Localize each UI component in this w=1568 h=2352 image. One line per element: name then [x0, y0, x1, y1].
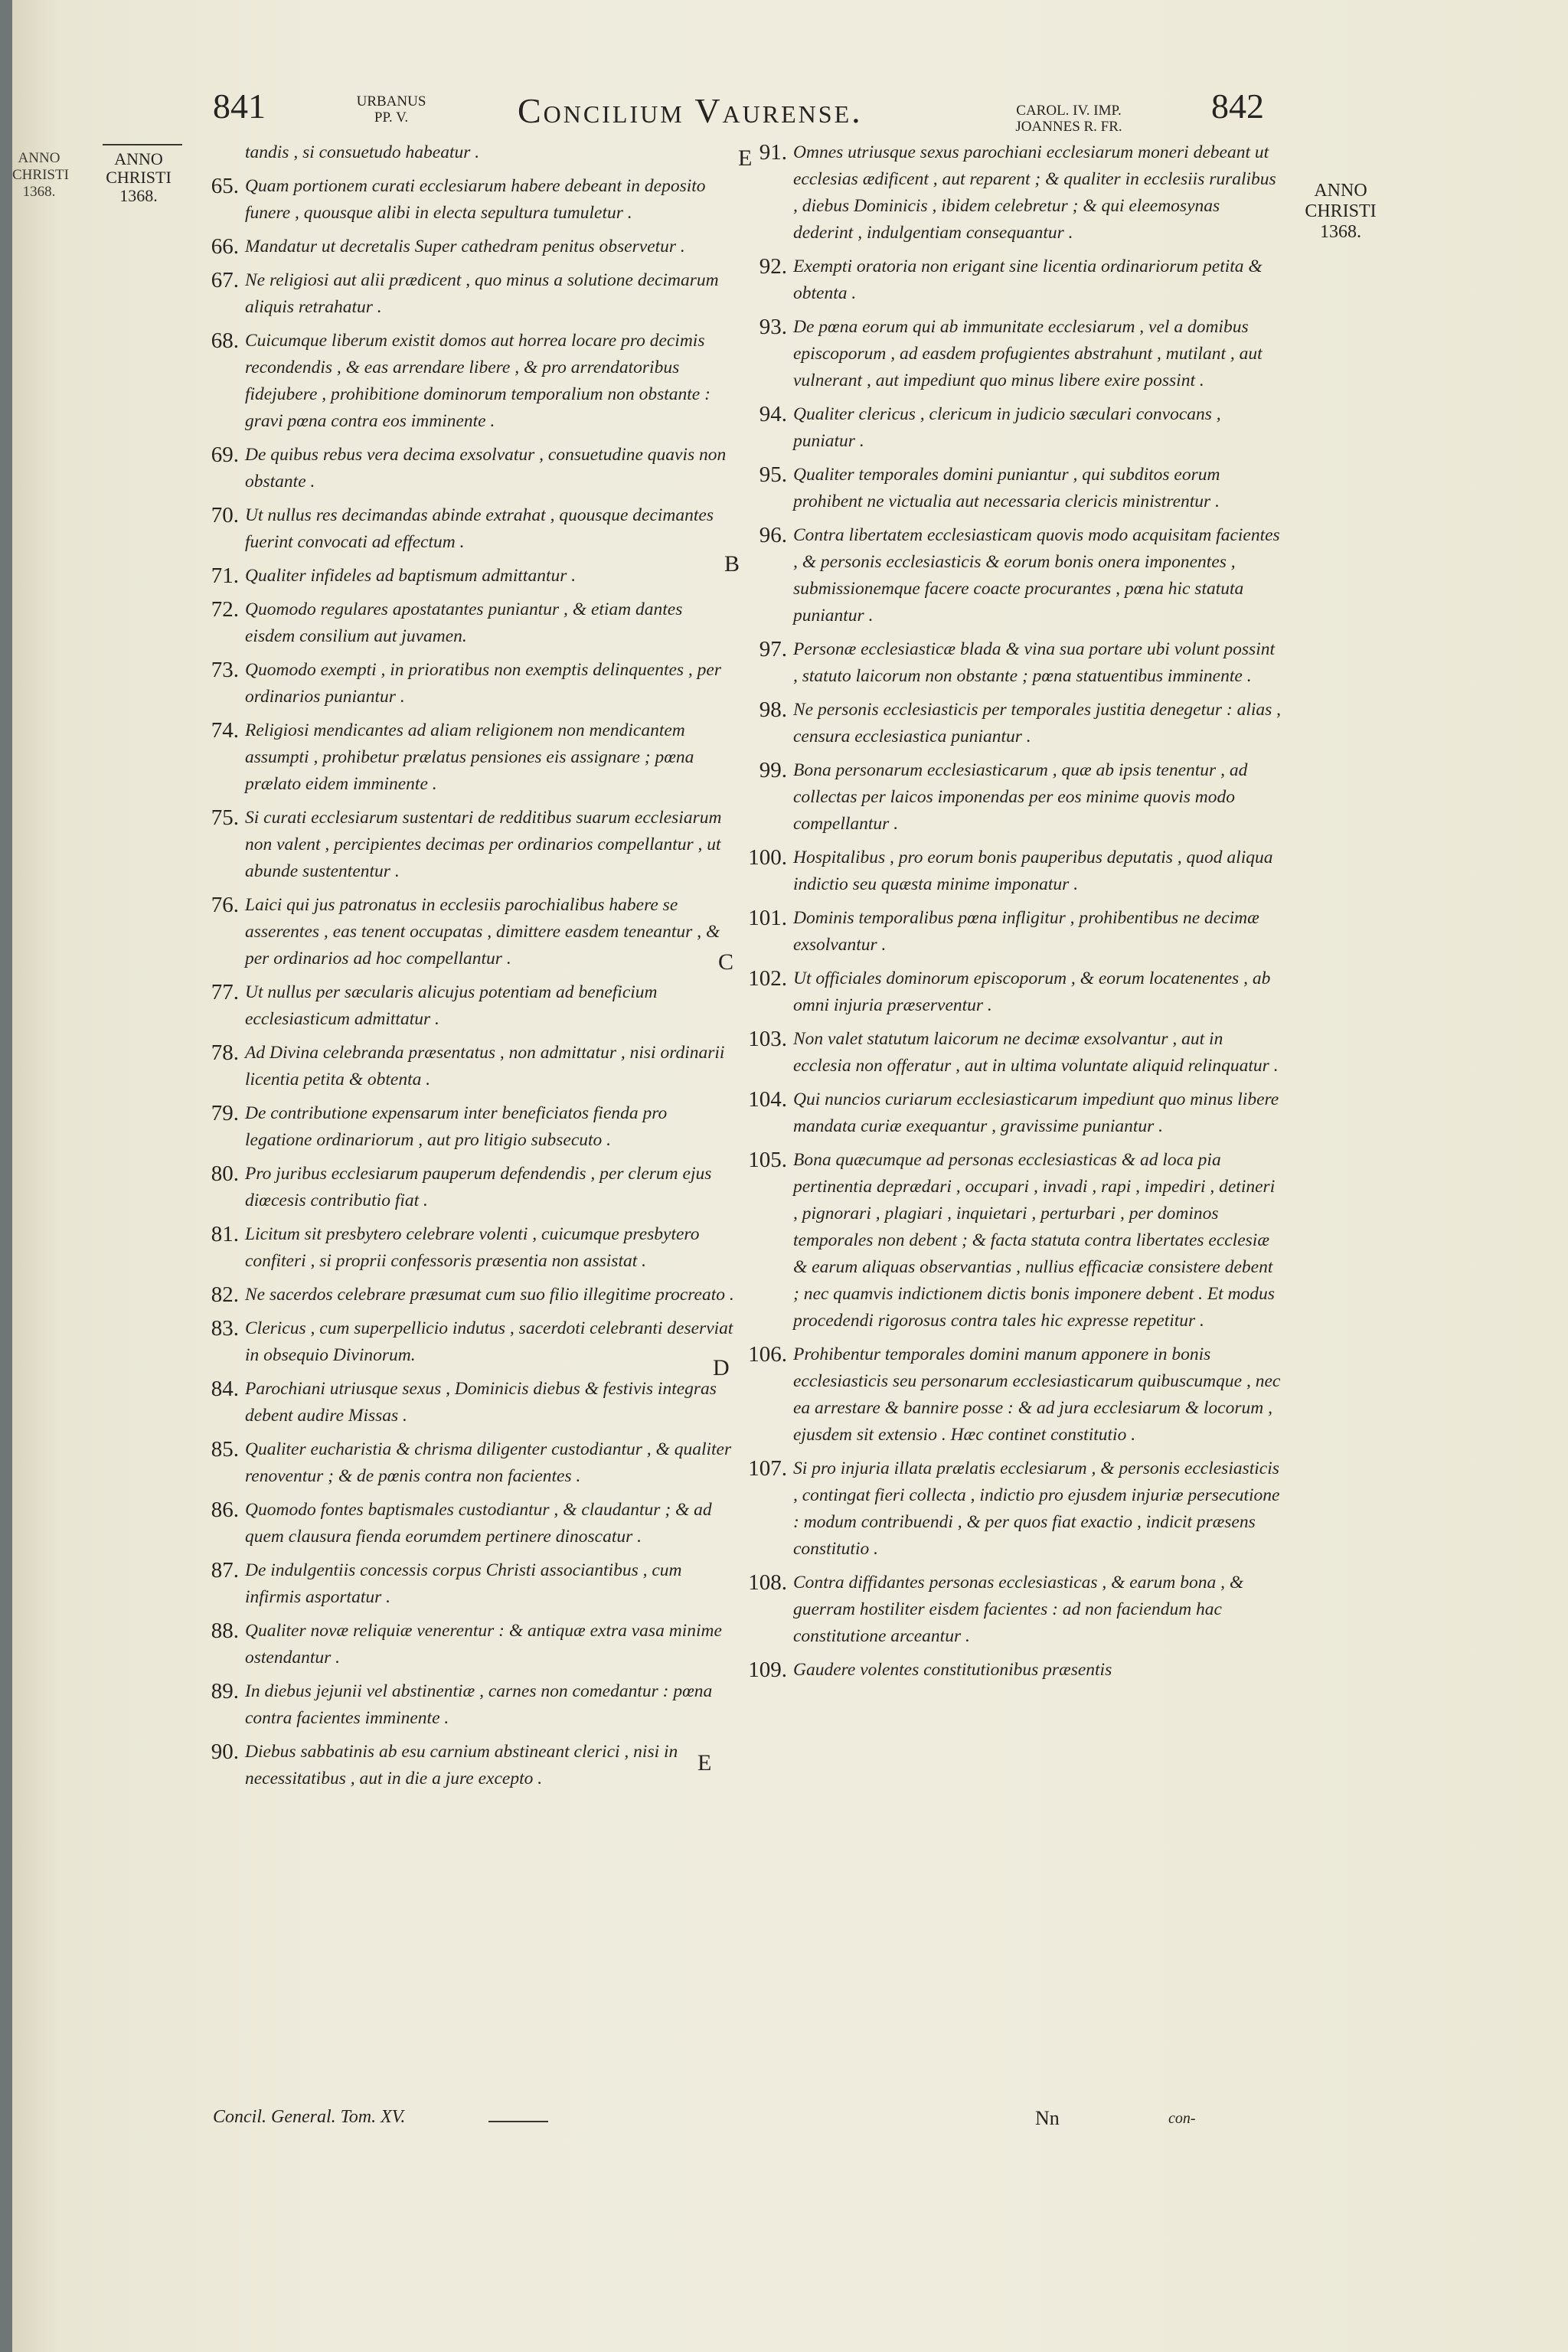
entry-text: Qualiter infideles ad baptismum admittantur . — [245, 566, 577, 586]
entry-number: 80. — [211, 1161, 239, 1186]
entry-text: Ut officiales dominorum episcoporum , & eorum locatenentes , ab omni injuria præserventur . — [793, 969, 1271, 1015]
section-letter-e-bottom: E — [697, 1750, 712, 1775]
table-entry — [747, 697, 1283, 750]
table-entry — [747, 1570, 1283, 1650]
entry-number: 101. — [748, 906, 787, 930]
entry-text: Omnes utriusque sexus parochiani ecclesiarum moneri debeant ut ecclesias ædificent , aut reparent ; & qualiter in ecclesiis ruralibus , diebus Dominicis , ibidem celebretur ; & qui eleemosynas dederint , indulgentiam consequantur . — [793, 142, 1276, 243]
table-entry — [199, 1497, 735, 1550]
entry-number: 105. — [748, 1148, 787, 1172]
table-entry — [199, 1376, 735, 1429]
entry-text: Ne personis ecclesiasticis per temporales justitia denegetur : alias , censura ecclesiastica puniantur . — [793, 700, 1282, 746]
table-entry — [199, 1282, 735, 1308]
scan-background — [0, 0, 12, 2352]
footer-rule — [488, 2121, 548, 2122]
entry-text: Religiosi mendicantes ad aliam religionem non mendicantem assumpti , prohibetur prælatus pensiones eis assignare ; pœna prælato eidem imminente . — [245, 720, 694, 794]
table-entry — [199, 1221, 735, 1275]
entry-number: 104. — [748, 1087, 787, 1112]
table-entry — [199, 1618, 735, 1671]
table-entry — [199, 328, 735, 435]
entry-text: Diebus sabbatinis ab esu carnium abstineant clerici , nisi in necessitatibus , aut in die a jure excepto . — [245, 1742, 678, 1788]
entry-number: 95. — [759, 462, 787, 487]
entry-number: 87. — [211, 1558, 239, 1583]
entry-text: Prohibentur temporales domini manum apponere in bonis ecclesiasticis seu personarum ecclesiasticarum quibuscumque , nec ea arrestare & bannire posse : & ad jura ecclesiarum & locorum , ejusdem sit extensio . Hæc continet constitutio . — [793, 1344, 1281, 1445]
table-entry — [199, 563, 735, 590]
page-number-right: 842 — [1211, 87, 1264, 126]
entry-text: Quomodo fontes baptismales custodiantur , & claudantur ; & ad quem clausura fienda eorumdem pertinere dinoscatur . — [245, 1500, 712, 1547]
margin-anno-left: ANNO CHRISTI 1368. — [106, 149, 172, 205]
section-letter-b: B — [724, 551, 740, 577]
entry-text: Ne sacerdos celebrare præsumat cum suo filio illegitime procreato . — [245, 1285, 734, 1305]
entry-text: Bona personarum ecclesiasticarum , quæ ab ipsis tenentur , ad collectas per laicos imponendas per eos minime quovis modo compellantur . — [793, 760, 1248, 834]
entry-number: 97. — [759, 637, 787, 662]
entry-number: 76. — [211, 893, 239, 917]
entry-number: 86. — [211, 1498, 239, 1522]
entry-text: Bona quæcumque ad personas ecclesiasticas & ad loca pia pertinentia deprædari , occupari , invadi , rapi , impediri , detineri , pignorari , plagiari , inquietari , perturbari , per dominos temporales non debent ; & facta statuta contra libertates ecclesiæ & earum aliquas observantias , nullius efficaciæ consistere debent ; nec quamvis indictionem dictis bonis imponere debent . Et modus procedendi rigorosus contra tales hic expresse repetitur . — [793, 1150, 1276, 1331]
entry-text: Si pro injuria illata prælatis ecclesiarum , & personis ecclesiasticis , contingat fieri collecta , indictio pro ejusdem injuriæ persecutione : modum contribuendi , & per quos fiat exactio , indicit præsens constitutio . — [793, 1459, 1280, 1559]
entry-text: De quibus rebus vera decima exsolvatur , consuetudine quavis non obstante . — [245, 445, 727, 492]
footer-catchword: con- — [1168, 2110, 1196, 2127]
footer-signature: Concil. General. Tom. XV. — [213, 2107, 406, 2127]
entry-number: 82. — [211, 1282, 239, 1307]
section-letter-e-top: E — [738, 145, 753, 171]
entry-number: 74. — [211, 718, 239, 743]
table-entry — [199, 1100, 735, 1154]
table-entry — [199, 657, 735, 710]
entry-number: 109. — [748, 1658, 787, 1682]
table-entry — [199, 1315, 735, 1369]
entry-text: Parochiani utriusque sexus , Dominicis diebus & festivis integras debent audire Missas . — [245, 1379, 717, 1426]
entry-number: 85. — [211, 1437, 239, 1462]
entry-number: 69. — [211, 443, 239, 467]
header-rulers: CAROL. IV. IMP. JOANNES R. FR. — [1015, 103, 1122, 135]
table-entry — [199, 892, 735, 972]
table-entry — [747, 522, 1283, 629]
table-entry — [747, 844, 1283, 898]
left-column — [199, 139, 735, 1799]
table-entry — [747, 1086, 1283, 1140]
book-page — [12, 0, 1568, 2352]
section-letter-c: C — [718, 949, 734, 975]
header-pope: URBANUS PP. V. — [356, 93, 426, 126]
table-entry — [199, 1040, 735, 1093]
table-entry — [199, 805, 735, 885]
table-entry — [747, 1026, 1283, 1080]
entry-number: 68. — [211, 328, 239, 353]
entry-text: Quam portionem curati ecclesiarum habere debeant in deposito funere , quousque alibi in electa sepultura tumuletur . — [245, 176, 706, 223]
table-entry — [747, 1147, 1283, 1334]
table-entry — [747, 965, 1283, 1019]
table-entry — [199, 1557, 735, 1611]
table-entry — [747, 139, 1283, 247]
entry-number: 100. — [748, 845, 787, 870]
entry-number: 106. — [748, 1342, 787, 1367]
page-number-left: 841 — [213, 87, 266, 126]
entry-number: 71. — [211, 564, 239, 588]
entry-text: De contributione expensarum inter beneficiatos fienda pro legatione ordinariorum , aut pro litigio subsecuto . — [245, 1103, 668, 1150]
entry-text: Qualiter eucharistia & chrisma diligenter custodiantur , & qualiter renoventur ; & de pœnis contra non facientes . — [245, 1439, 732, 1486]
entry-text: Contra diffidantes personas ecclesiasticas , & earum bona , & guerram hostiliter eisdem facientes : ad non faciendum hac constitutione arceantur . — [793, 1573, 1244, 1646]
entry-number: 70. — [211, 503, 239, 528]
entry-number: 78. — [211, 1040, 239, 1065]
entry-number: 84. — [211, 1377, 239, 1401]
table-entry — [747, 905, 1283, 959]
entry-text: Quomodo regulares apostatantes puniantur , & etiam dantes eisdem consilium aut juvamen. — [245, 599, 683, 646]
table-entry — [199, 717, 735, 798]
entry-number: 79. — [211, 1101, 239, 1125]
entry-number: 107. — [748, 1456, 787, 1481]
entry-number: 96. — [759, 523, 787, 547]
table-entry — [199, 979, 735, 1033]
table-entry — [199, 267, 735, 321]
entry-text: De pœna eorum qui ab immunitate ecclesiarum , vel a domibus episcoporum , ad easdem profugientes abstrahunt , mutilant , aut vulnerant , aut impediunt quo minus libere exire possint . — [793, 317, 1263, 390]
footer-gathering-mark: Nn — [1035, 2107, 1060, 2129]
page-title: Concilium Vaurense. — [518, 91, 863, 130]
table-entry — [199, 502, 735, 556]
table-entry — [747, 1657, 1283, 1684]
entry-text: Qualiter clericus , clericum in judicio sæculari convocans , puniatur . — [793, 404, 1221, 451]
margin-anno-right: ANNO CHRISTI 1368. — [1305, 181, 1377, 242]
entry-text: Licitum sit presbytero celebrare volenti , cuicumque presbytero confiteri , si proprii confessoris præsentia non assistat . — [245, 1224, 700, 1271]
entry-number: 91. — [759, 140, 787, 165]
table-entry — [199, 442, 735, 495]
table-entry — [747, 314, 1283, 394]
entry-number: 92. — [759, 254, 787, 279]
entry-text: Dominis temporalibus pœna infligitur , prohibentibus ne decimæ exsolvantur . — [793, 908, 1259, 955]
entry-text: Personæ ecclesiasticæ blada & vina sua portare ubi volunt possint , statuto laicorum non obstante ; pœna statuentibus imminente . — [793, 639, 1276, 686]
entry-number: 65. — [211, 174, 239, 198]
entry-text: Hospitalibus , pro eorum bonis pauperibus deputatis , quod aliqua indictio seu quæsta minime imponatur . — [793, 848, 1273, 894]
entry-text: Laici qui jus patronatus in ecclesiis parochialibus habere se asserentes , eas tenent occupatas , dimittere easdem teneantur , & per ordinarios ad hoc compellantur . — [245, 895, 720, 969]
entry-text: Mandatur ut decretalis Super cathedram penitus observetur . — [245, 237, 685, 256]
entry-number: 90. — [211, 1740, 239, 1764]
table-entry — [747, 401, 1283, 455]
table-entry — [199, 596, 735, 650]
table-entry — [199, 1436, 735, 1490]
table-entry — [747, 1341, 1283, 1449]
entry-text: Ut nullus per sæcularis alicujus potentiam ad beneficium ecclesiasticum admittatur . — [245, 982, 658, 1029]
table-entry-continued: tandis , si consuetudo habeatur . — [245, 142, 480, 162]
table-entry — [747, 757, 1283, 838]
entry-text: Quomodo exempti , in prioratibus non exemptis delinquentes , per ordinarios puniantur . — [245, 660, 722, 707]
entry-text: Qui nuncios curiarum ecclesiasticarum impediunt quo minus libere mandata curiæ exequantur , gravissime puniantur . — [793, 1089, 1279, 1136]
entry-number: 75. — [211, 805, 239, 830]
right-column — [747, 139, 1283, 1690]
margin-anno-edge: ANNO CHRISTI 1368. — [12, 150, 69, 200]
entry-number: 72. — [211, 597, 239, 622]
entry-number: 83. — [211, 1316, 239, 1341]
entry-text: De indulgentiis concessis corpus Christi associantibus , cum infirmis asportatur . — [245, 1560, 682, 1607]
table-entry — [199, 1678, 735, 1732]
entry-number: 102. — [748, 966, 787, 991]
entry-text: Cuicumque liberum existit domos aut horrea locare pro decimis recondendis , & eas arrendare libere , & pro arrendatoribus fidejubere , prohibitione dominorum temporalium non obstante : gravi pœna contra eos imminente . — [245, 331, 710, 431]
table-entry — [747, 1455, 1283, 1563]
table-entry — [747, 253, 1283, 307]
table-entry — [747, 636, 1283, 690]
table-entry — [199, 1739, 735, 1792]
entry-number: 98. — [759, 697, 787, 722]
section-letter-d: D — [713, 1355, 730, 1380]
entry-text: In diebus jejunii vel abstinentiæ , carnes non comedantur : pœna contra facientes imminente . — [245, 1681, 713, 1728]
entry-number: 88. — [211, 1619, 239, 1643]
entry-number: 81. — [211, 1222, 239, 1246]
table-entry — [199, 234, 735, 260]
entry-text: Qualiter novæ reliquiæ venerentur : & antiquæ extra vasa minime ostendantur . — [245, 1621, 722, 1668]
table-entry — [199, 173, 735, 227]
entry-text: Pro juribus ecclesiarum pauperum defendendis , per clerum ejus diœcesis contributio fiat . — [245, 1164, 712, 1210]
entry-text: Exempti oratoria non erigant sine licentia ordinariorum petita & obtenta . — [793, 256, 1263, 303]
entry-number: 94. — [759, 402, 787, 426]
table-entry — [747, 462, 1283, 515]
entry-number: 103. — [748, 1027, 787, 1051]
header-rule-left — [103, 144, 182, 145]
entry-number: 89. — [211, 1679, 239, 1704]
entry-number: 99. — [759, 758, 787, 782]
entry-number: 93. — [759, 315, 787, 339]
entry-number: 66. — [211, 234, 239, 259]
entry-number: 67. — [211, 268, 239, 292]
entry-text: Contra libertatem ecclesiasticam quovis modo acquisitam facientes , & personis ecclesiasticis & eorum bonis onera imponentes , submissionemque facere coacte procurantes , pœna hic statuta puniantur . — [793, 525, 1280, 626]
entry-number: 108. — [748, 1570, 787, 1595]
entry-text: Ne religiosi aut alii prædicent , quo minus a solutione decimarum aliquis retrahatur . — [245, 270, 719, 317]
entry-number: 73. — [211, 658, 239, 682]
entry-number: 77. — [211, 980, 239, 1004]
entry-text: Non valet statutum laicorum ne decimæ exsolvantur , aut in ecclesia non offeratur , aut in ultima voluntate aliquid relinquatur . — [793, 1029, 1279, 1076]
entry-text: Ad Divina celebranda præsentatus , non admittatur , nisi ordinarii licentia petita & obtenta . — [245, 1043, 725, 1089]
entry-text: Ut nullus res decimandas abinde extrahat , quousque decimantes fuerint convocati ad effectum . — [245, 505, 714, 552]
table-entry — [199, 1161, 735, 1214]
entry-text: Qualiter temporales domini puniantur , qui subditos eorum prohibent ne victualia aut necessaria clericis ministrentur . — [793, 465, 1220, 511]
entry-text: Clericus , cum superpellicio indutus , sacerdoti celebranti deserviat in obsequio Divinorum. — [245, 1318, 733, 1365]
entry-text: Gaudere volentes constitutionibus præsentis — [793, 1660, 1112, 1680]
entry-text: Si curati ecclesiarum sustentari de redditibus suarum ecclesiarum non valent , percipientes decimas per ordinarios compellantur , ut abunde sustententur . — [245, 808, 722, 881]
